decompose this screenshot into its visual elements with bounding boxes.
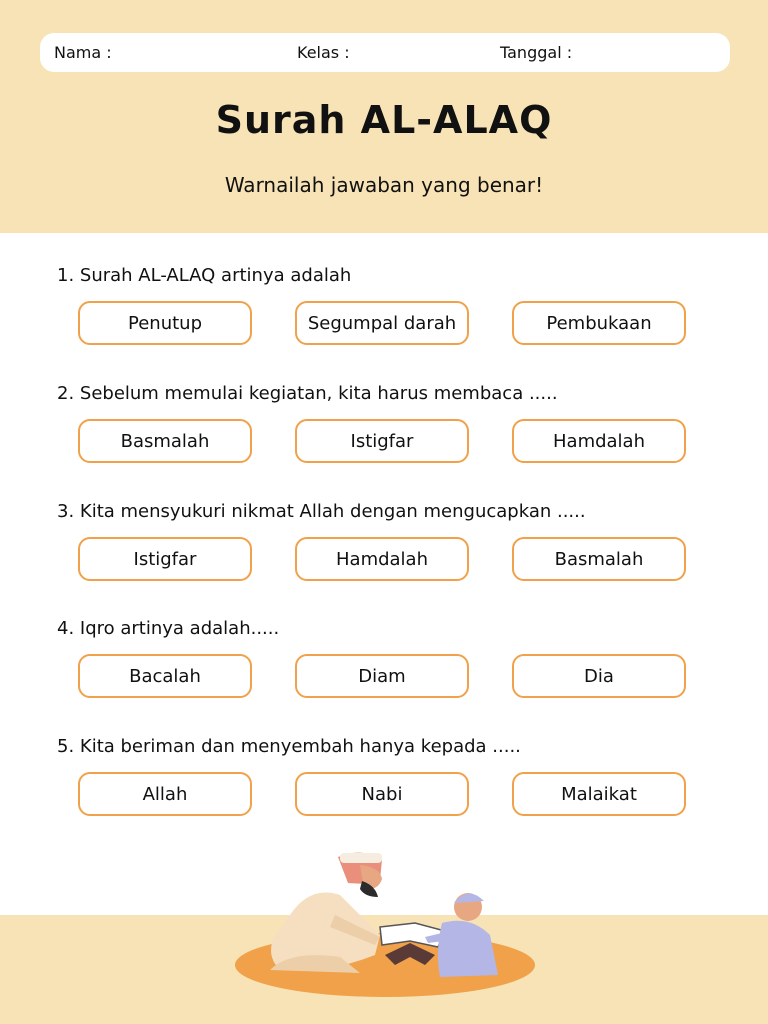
- student-info-bar: [40, 33, 730, 72]
- answer-option[interactable]: Basmalah: [512, 537, 686, 581]
- tanggal-label: Tanggal :: [500, 43, 573, 62]
- question-text: 4. Iqro artinya adalah.....: [57, 618, 280, 639]
- teacher-cap: [340, 853, 382, 863]
- answer-option[interactable]: Segumpal darah: [295, 301, 469, 345]
- answer-option[interactable]: Dia: [512, 654, 686, 698]
- question-3: [0, 501, 768, 621]
- answer-option[interactable]: Hamdalah: [512, 419, 686, 463]
- answer-option[interactable]: Penutup: [78, 301, 252, 345]
- nama-label: Nama :: [54, 43, 112, 62]
- instruction-text: Warnailah jawaban yang benar!: [224, 173, 544, 197]
- question-4: [0, 618, 768, 738]
- question-5: [0, 736, 768, 856]
- answer-option[interactable]: Bacalah: [78, 654, 252, 698]
- answer-option[interactable]: Diam: [295, 654, 469, 698]
- answer-option[interactable]: Malaikat: [512, 772, 686, 816]
- question-1: [0, 265, 768, 385]
- answer-option[interactable]: Istigfar: [295, 419, 469, 463]
- question-text: 2. Sebelum memulai kegiatan, kita harus membaca .....: [57, 383, 558, 404]
- answer-option[interactable]: Basmalah: [78, 419, 252, 463]
- question-text: 5. Kita beriman dan menyembah hanya kepada .....: [57, 736, 521, 757]
- answer-option[interactable]: Hamdalah: [295, 537, 469, 581]
- answer-option[interactable]: Allah: [78, 772, 252, 816]
- question-2: [0, 383, 768, 503]
- teacher-student-reading-illustration: [230, 845, 550, 1010]
- student-robe: [438, 921, 498, 977]
- question-text: 1. Surah AL-ALAQ artinya adalah: [57, 265, 352, 286]
- question-text: 3. Kita mensyukuri nikmat Allah dengan mengucapkan .....: [57, 501, 586, 522]
- answer-option[interactable]: Istigfar: [78, 537, 252, 581]
- answer-option[interactable]: Nabi: [295, 772, 469, 816]
- kelas-label: Kelas :: [297, 43, 350, 62]
- answer-option[interactable]: Pembukaan: [512, 301, 686, 345]
- page-title: Surah AL-ALAQ: [215, 98, 553, 142]
